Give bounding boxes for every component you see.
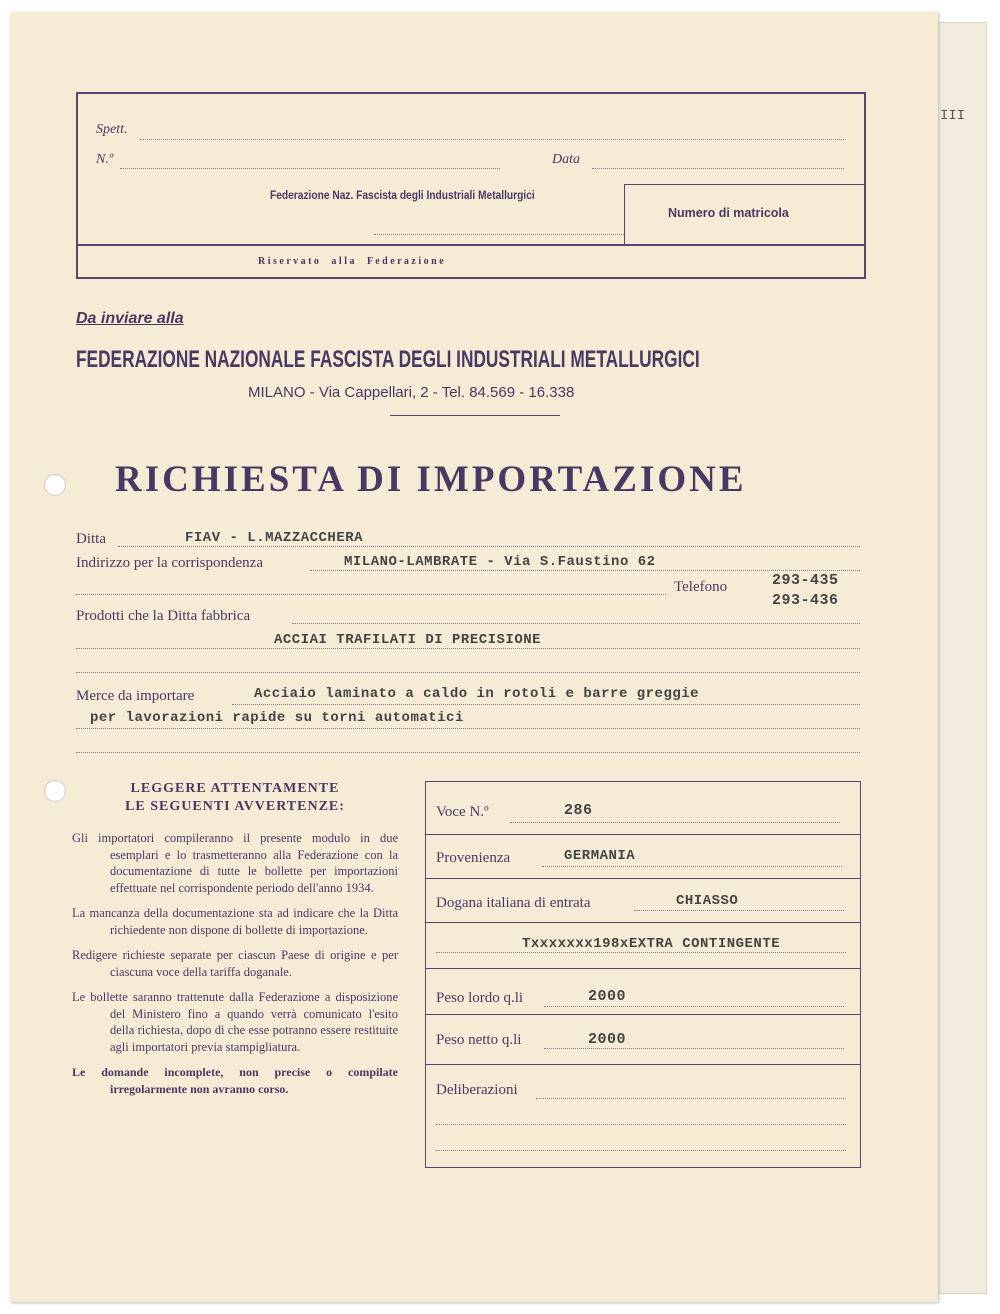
document-page xyxy=(10,12,938,1302)
spett-label: Spett. xyxy=(96,122,128,137)
telefono-label: Telefono xyxy=(674,579,728,595)
punch-hole xyxy=(44,474,66,496)
organization-name: FEDERAZIONE NAZIONALE FASCISTA DEGLI INDUSTRIALI METALLURGICI xyxy=(76,346,700,373)
voce-value: 286 xyxy=(564,802,593,819)
dogana-label: Dogana italiana di entrata xyxy=(436,895,591,911)
provenienza-value: GERMANIA xyxy=(564,848,636,864)
warning-item: Le bollette saranno trattenute dalla Federazione a disposizione del Ministero fino a quando verrà comunicato l'esito della richiesta, dopo di che esse potranno essere restituite agli importatori previa stampigliatura. xyxy=(72,990,398,1054)
telefono-value-1: 293-435 xyxy=(772,572,839,589)
peso-lordo-label: Peso lordo q.li xyxy=(436,990,524,1006)
dogana-value: CHIASSO xyxy=(676,893,739,909)
warning-item: Gli importatori compileranno il presente modulo in due esemplari e lo trasmetteranno alla Federazione con la documentazione di tutte le bollette per importazioni effettuate nel corrispondente periodo dell'anno 1934. xyxy=(72,831,398,895)
merce-value-line-2: per lavorazioni rapide su torni automatici xyxy=(90,710,464,726)
send-to-label: Da inviare alla xyxy=(76,310,184,327)
warning-item: La mancanza della documentazione sta ad indicare che la Ditta richiedente non dispone di bollette di importazione. xyxy=(72,906,398,937)
voce-label: Voce N.º xyxy=(436,804,489,820)
punch-hole xyxy=(44,780,66,802)
organization-address: MILANO - Via Cappellari, 2 - Tel. 84.569 - 16.338 xyxy=(248,384,575,401)
merce-value-line-1: Acciaio laminato a caldo in rotoli e barre greggie xyxy=(254,686,700,702)
warning-item: Redigere richieste separate per ciascun Paese di origine e per ciascuna voce della tariffa doganale. xyxy=(72,948,398,979)
document-title: RICHIESTA DI IMPORTAZIONE xyxy=(115,459,747,500)
provenienza-label: Provenienza xyxy=(436,850,511,866)
peso-netto-label: Peso netto q.li xyxy=(436,1032,522,1048)
ditta-label: Ditta xyxy=(76,531,106,547)
data-label: Data xyxy=(552,152,580,167)
warning-final: Le domande incomplete, non precise o compilate irregolarmente non avranno corso. xyxy=(72,1065,398,1096)
reserved-label: R i s e r v a t o a l l a F e d e r a z i o n e xyxy=(258,256,444,267)
ditta-value: FIAV - L.MAZZACCHERA xyxy=(185,530,364,546)
telefono-value-2: 293-436 xyxy=(772,592,839,609)
merce-label: Merce da importare xyxy=(76,688,195,704)
prodotti-label: Prodotti che la Ditta fabbrica xyxy=(76,608,251,624)
warnings-section xyxy=(72,780,398,1106)
back-sheet-mark: III xyxy=(940,108,966,124)
matricola-label: Numero di matricola xyxy=(668,206,789,220)
customs-details-box xyxy=(425,781,861,1168)
federation-short-name: Federazione Naz. Fascista degli Industriali Metallurgici xyxy=(270,188,535,202)
warnings-title-2: LE SEGUENTI AVVERTENZE: xyxy=(125,799,345,814)
indirizzo-value: MILANO-LAMBRATE - Via S.Faustino 62 xyxy=(344,554,656,570)
warnings-title-1: LEGGERE ATTENTAMENTE xyxy=(130,781,340,796)
trimestre-value: Txxxxxxx198xEXTRA CONTINGENTE xyxy=(522,936,781,952)
deliberazioni-label: Deliberazioni xyxy=(436,1082,518,1098)
peso-netto-value: 2000 xyxy=(588,1031,627,1048)
prodotti-value: ACCIAI TRAFILATI DI PRECISIONE xyxy=(274,632,542,648)
indirizzo-label: Indirizzo per la corrispondenza xyxy=(76,555,263,571)
numero-label: N.º xyxy=(96,152,114,167)
peso-lordo-value: 2000 xyxy=(588,988,627,1005)
federation-reserved-box xyxy=(76,92,866,279)
